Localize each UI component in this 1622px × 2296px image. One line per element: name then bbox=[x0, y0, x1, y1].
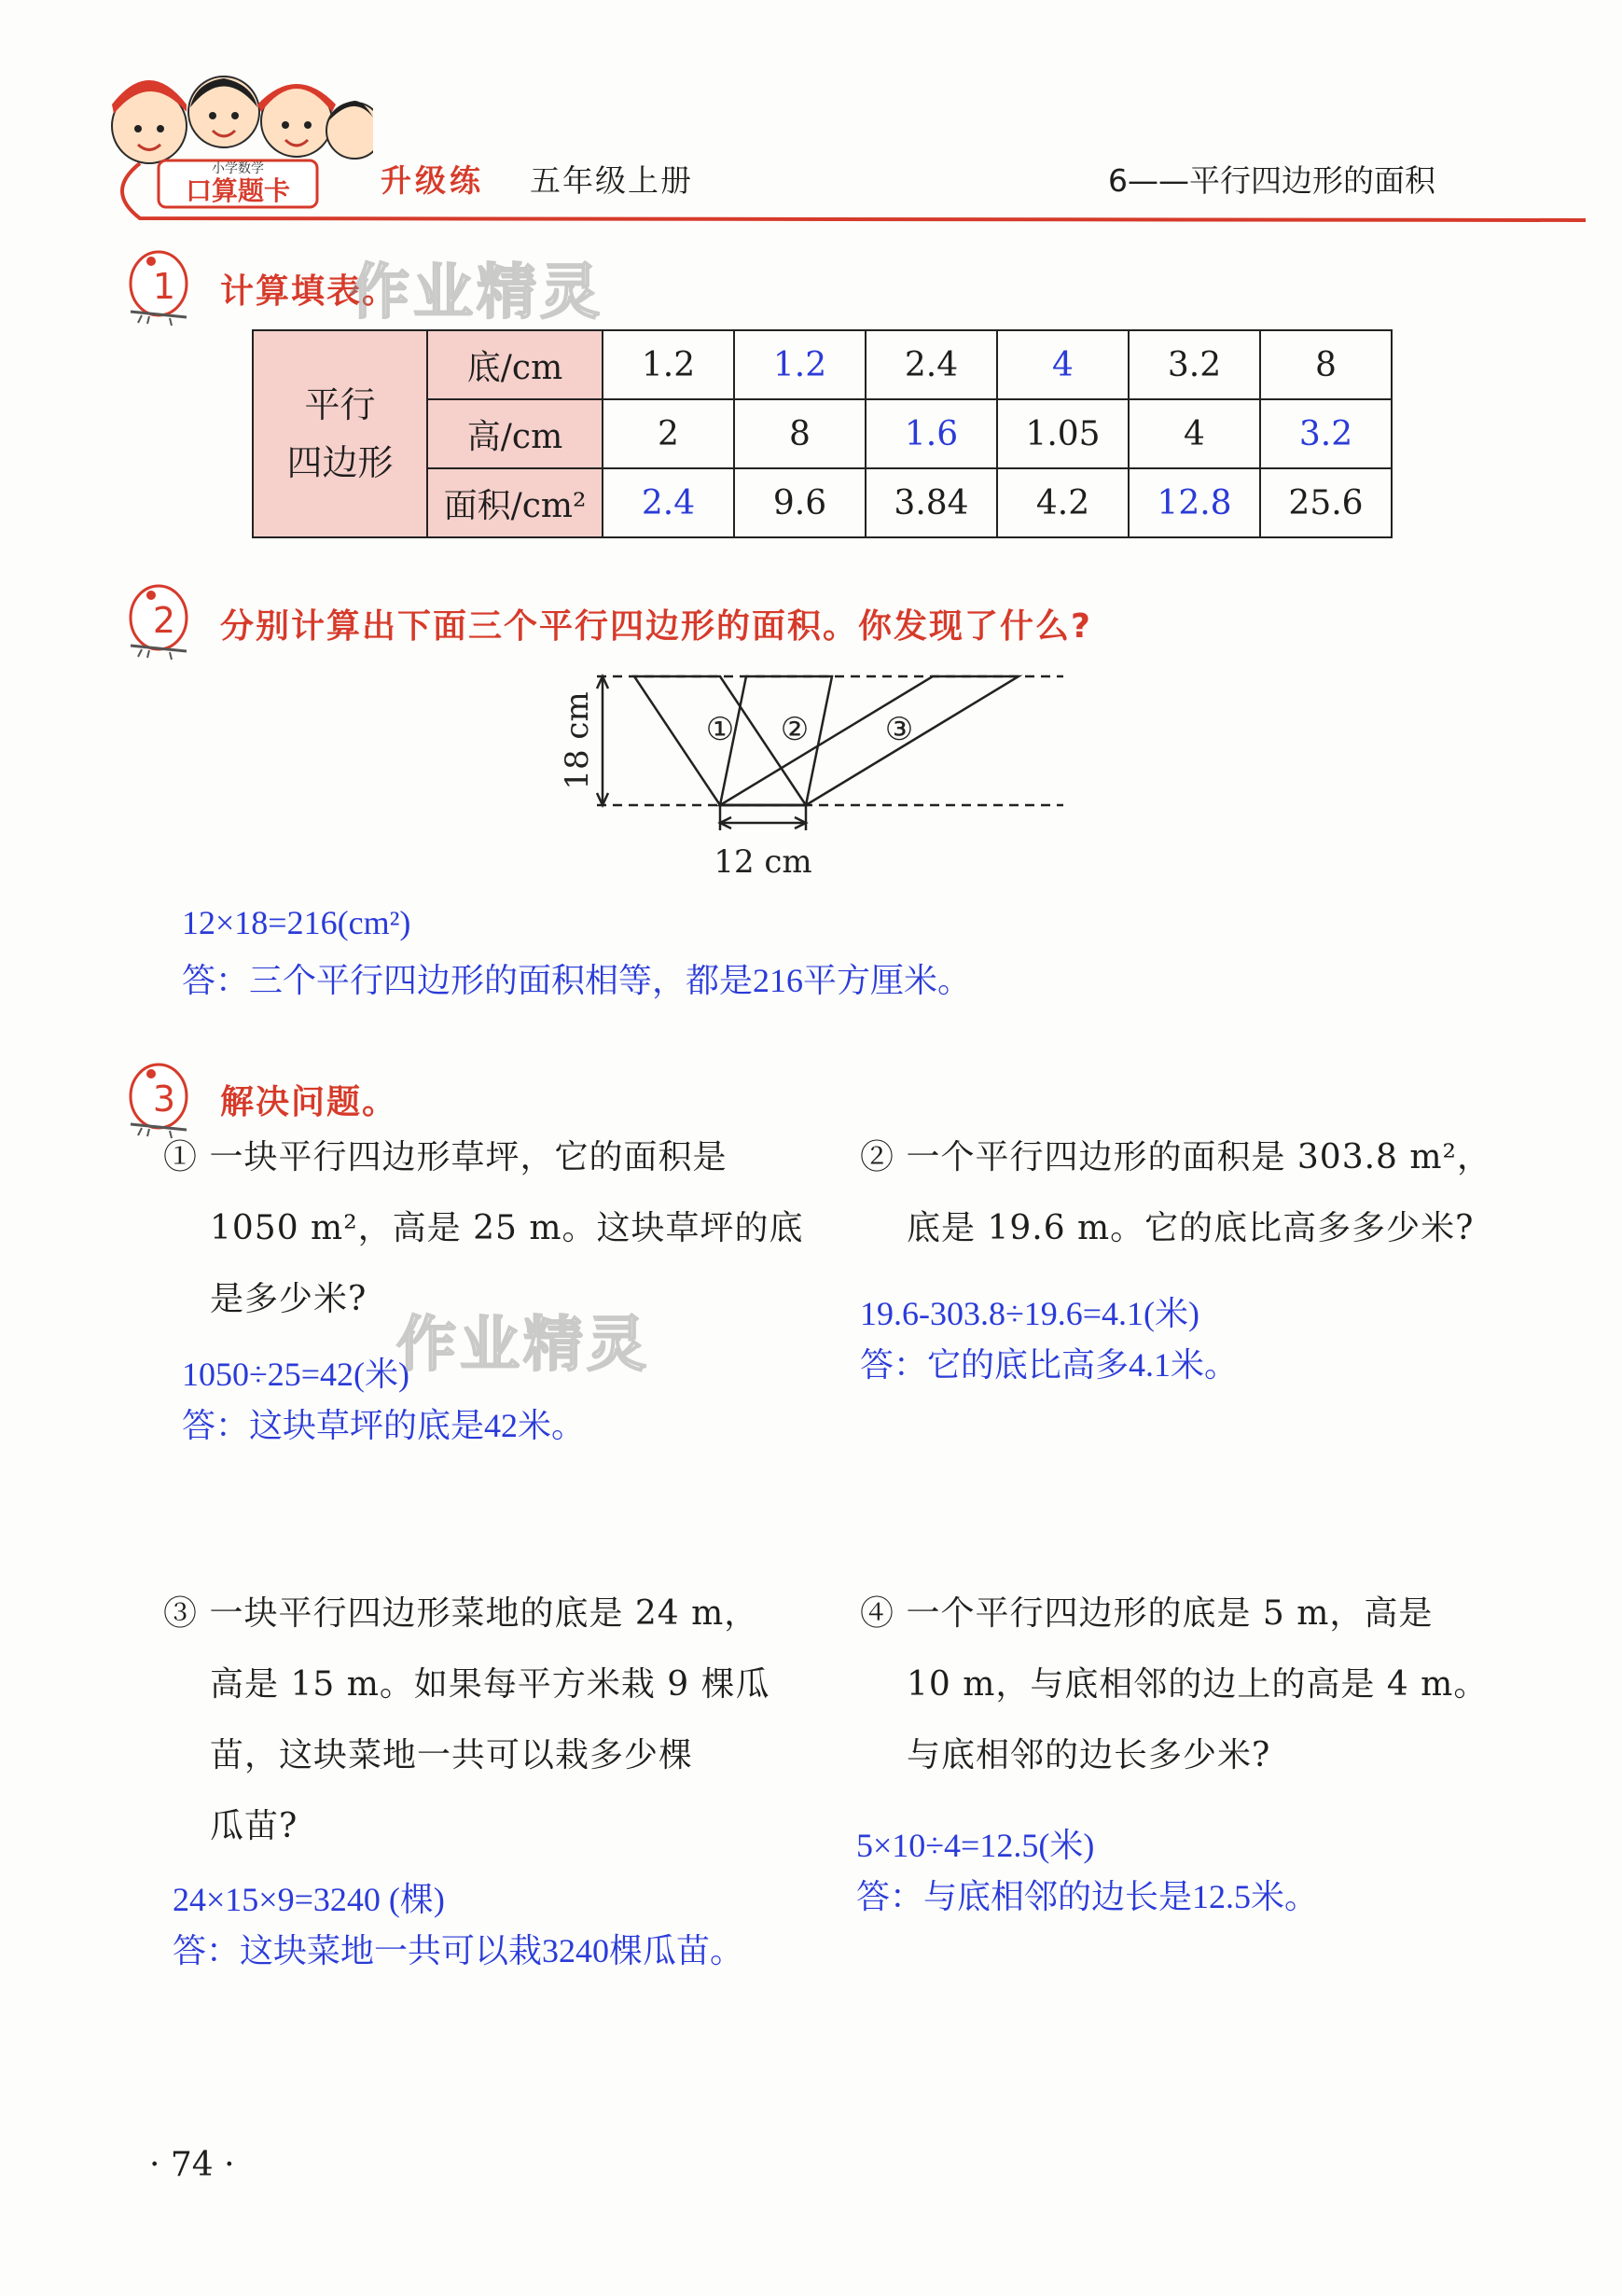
problem-1-answer: 答：这块草坪的底是42米。 bbox=[182, 1407, 586, 1444]
table-cell: 25.6 bbox=[1260, 468, 1392, 537]
problem-4-answer: 答：与底相邻的边长是12.5米。 bbox=[856, 1878, 1319, 1915]
svg-text:3: 3 bbox=[152, 1078, 176, 1120]
base-label: 12 cm bbox=[714, 843, 812, 881]
q2-work: 12×18=216(cm²) bbox=[182, 904, 411, 941]
q3-title: 解决问题。 bbox=[220, 1083, 398, 1121]
table-cell: 2 bbox=[603, 399, 734, 468]
table-cell: 2.4 bbox=[866, 330, 997, 399]
table-cell: 3.84 bbox=[866, 468, 997, 537]
series-label: 升级练 bbox=[381, 162, 484, 199]
logo-kids-icon bbox=[93, 56, 373, 215]
table-cell-answer: 4 bbox=[997, 330, 1129, 399]
table-cell: 1.2 bbox=[603, 330, 734, 399]
question-badge-icon bbox=[121, 244, 196, 327]
table-cell: 4 bbox=[1129, 399, 1260, 468]
question-badge-icon bbox=[121, 578, 196, 661]
table-cell: 1.05 bbox=[997, 399, 1129, 468]
chapter-title: 6——平行四边形的面积 bbox=[1108, 162, 1435, 199]
problem-1-work: 1050÷25=42(米) bbox=[182, 1356, 410, 1393]
shape-label-3: ③ bbox=[884, 711, 914, 748]
table-cell-answer: 1.2 bbox=[734, 330, 866, 399]
svg-text:2: 2 bbox=[152, 600, 176, 641]
problem-1-text: ① 一块平行四边形草坪，它的面积是 1050 m²，高是 25 m。这块草坪的底 是多少米? bbox=[163, 1138, 804, 1318]
problem-3-text: ③ 一块平行四边形菜地的底是 24 m， 高是 15 m。如果每平方米栽 9 棵瓜 苗，这块菜地一共可以栽多少棵 瓜苗? bbox=[163, 1594, 770, 1845]
row-label-height: 高/cm bbox=[427, 399, 603, 468]
problem-3-answer: 答：这块菜地一共可以栽3240棵瓜苗。 bbox=[173, 1932, 744, 1969]
watermark: 作业精灵 bbox=[396, 1311, 650, 1380]
table-cell: 8 bbox=[734, 399, 866, 468]
problem-4-text: ④ 一个平行四边形的底是 5 m，高是 10 m，与底相邻的边上的高是 4 m。 与底相邻的边长多少米? bbox=[860, 1594, 1489, 1774]
table-cell: 3.2 bbox=[1129, 330, 1260, 399]
shape-label-1: ① bbox=[705, 711, 735, 748]
logo-small-text: 小学数学 bbox=[212, 161, 264, 176]
problem-2-work: 19.6-303.8÷19.6=4.1(米) bbox=[860, 1295, 1200, 1332]
shape-label-2: ② bbox=[780, 711, 810, 748]
logo-main-text: 口算题卡 bbox=[185, 175, 291, 206]
height-label: 18 cm bbox=[559, 691, 596, 790]
table-cell-answer: 1.6 bbox=[866, 399, 997, 468]
problem-4-work: 5×10÷4=12.5(米) bbox=[856, 1827, 1095, 1864]
page-number: · 74 · bbox=[149, 2146, 235, 2184]
watermark: 作业精灵 bbox=[350, 258, 603, 327]
table-cell-answer: 3.2 bbox=[1260, 399, 1392, 468]
q2-title: 分别计算出下面三个平行四边形的面积。你发现了什么? bbox=[220, 607, 1092, 646]
fill-table bbox=[252, 329, 1393, 538]
row-label-area: 面积/cm² bbox=[427, 468, 603, 537]
table-shape-label: 平行 四边形 bbox=[253, 330, 427, 537]
problem-2-answer: 答：它的底比高多4.1米。 bbox=[860, 1346, 1239, 1384]
q1-title: 计算填表。 bbox=[220, 272, 398, 311]
q2-answer: 答：三个平行四边形的面积相等，都是216平方厘米。 bbox=[182, 962, 972, 999]
grade-label: 五年级上册 bbox=[530, 162, 693, 199]
table-cell-answer: 12.8 bbox=[1129, 468, 1260, 537]
table-cell: 9.6 bbox=[734, 468, 866, 537]
problem-2-text: ② 一个平行四边形的面积是 303.8 m²， 底是 19.6 m。它的底比高多多少米? bbox=[860, 1138, 1491, 1247]
svg-text:1: 1 bbox=[152, 266, 176, 307]
parallelogram-figure bbox=[541, 662, 1082, 886]
table-cell: 4.2 bbox=[997, 468, 1129, 537]
table-cell-answer: 2.4 bbox=[603, 468, 734, 537]
row-label-base: 底/cm bbox=[427, 330, 603, 399]
problem-3-work: 24×15×9=3240 (棵) bbox=[173, 1881, 445, 1918]
table-cell: 8 bbox=[1260, 330, 1392, 399]
